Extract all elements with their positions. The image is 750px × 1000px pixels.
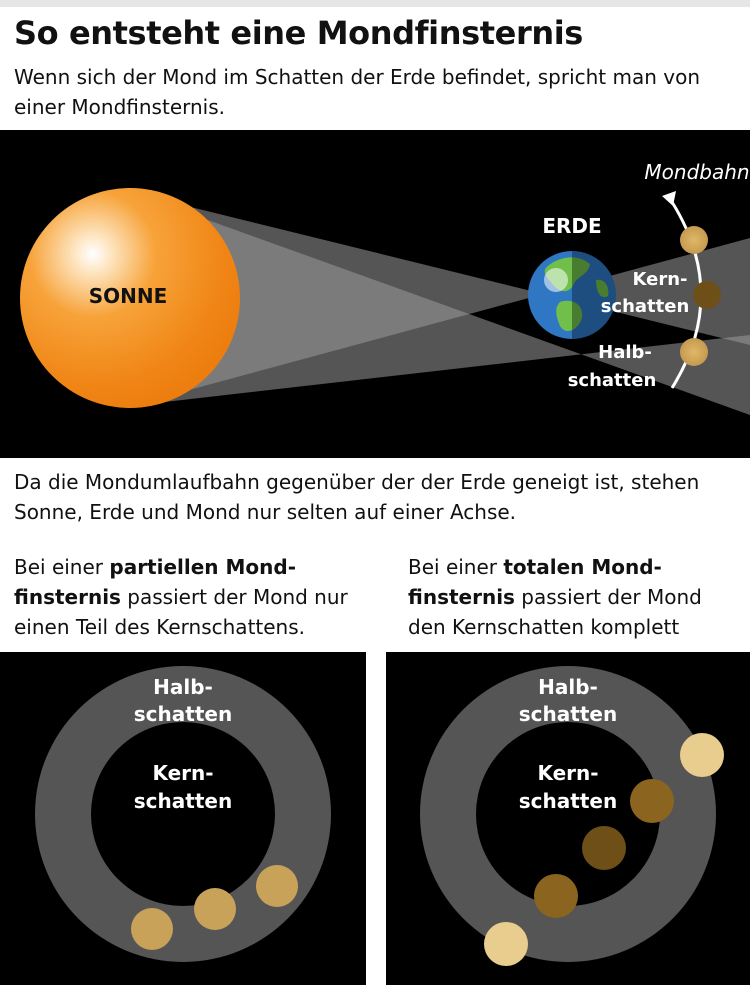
partial-caption-prefix: Bei einer xyxy=(14,555,110,579)
moon-position-1 xyxy=(484,922,528,966)
umbra-label-line2: schatten xyxy=(133,789,233,813)
eclipse-diagram-panel xyxy=(0,130,750,458)
sun-label: SONNE xyxy=(88,284,168,308)
top-bar xyxy=(0,0,750,7)
moon-position-3 xyxy=(582,826,626,870)
umbra-label-line1: Kern- xyxy=(537,761,599,785)
inclination-text: Da die Mondumlaufbahn gegenüber der der Erde geneigt ist, stehen Sonne, Erde und Mond nur selten auf einer Achse. xyxy=(14,470,700,524)
total-eclipse-panel xyxy=(386,652,750,985)
partial-eclipse-diagram xyxy=(0,652,366,985)
eclipse-diagram xyxy=(0,130,750,458)
penumbra-label-line1: Halb- xyxy=(538,675,598,699)
total-caption-suffix: passiert der Mond den Kernschatten komplett xyxy=(408,585,702,639)
moon-position-2 xyxy=(534,874,578,918)
moon-position-3 xyxy=(256,865,298,907)
moon-position-2 xyxy=(194,888,236,930)
umbra-label-line2: schatten xyxy=(600,296,690,317)
total-caption-bold: totalen Mond-finsternis xyxy=(408,555,662,609)
total-caption-prefix: Bei einer xyxy=(408,555,504,579)
penumbra-label-line2: schatten xyxy=(518,702,618,726)
total-eclipse-caption xyxy=(408,552,743,642)
orbit-label: Mondbahn xyxy=(644,160,750,184)
moon-position-5 xyxy=(680,733,724,777)
moon-penumbra-top xyxy=(680,226,708,254)
penumbra-label-line1: Halb- xyxy=(153,675,213,699)
partial-eclipse-caption xyxy=(14,552,374,642)
penumbra-label-line2: schatten xyxy=(567,370,657,391)
earth-label: ERDE xyxy=(542,214,602,238)
intro-text: Wenn sich der Mond im Schatten der Erde befindet, spricht man von einer Mondfinsternis. xyxy=(14,65,701,119)
partial-caption-bold: partiellen Mond-finsternis xyxy=(14,555,297,609)
penumbra-label-line2: schatten xyxy=(133,702,233,726)
total-eclipse-diagram xyxy=(386,652,750,985)
umbra-core xyxy=(91,722,275,906)
partial-caption-suffix: passiert der Mond nur einen Teil des Kernschattens. xyxy=(14,585,348,639)
moon-position-4 xyxy=(630,779,674,823)
moon-position-1 xyxy=(131,908,173,950)
moon-penumbra-bottom xyxy=(680,338,708,366)
umbra-label-line1: Kern- xyxy=(152,761,214,785)
earth xyxy=(528,251,616,339)
penumbra-label-line1: Halb- xyxy=(598,342,652,363)
umbra-label-line2: schatten xyxy=(518,789,618,813)
page-title: So entsteht eine Mondfinsternis xyxy=(14,14,583,52)
partial-eclipse-panel xyxy=(0,652,366,985)
moon-umbra xyxy=(693,281,721,309)
umbra-label-line1: Kern- xyxy=(632,269,688,290)
